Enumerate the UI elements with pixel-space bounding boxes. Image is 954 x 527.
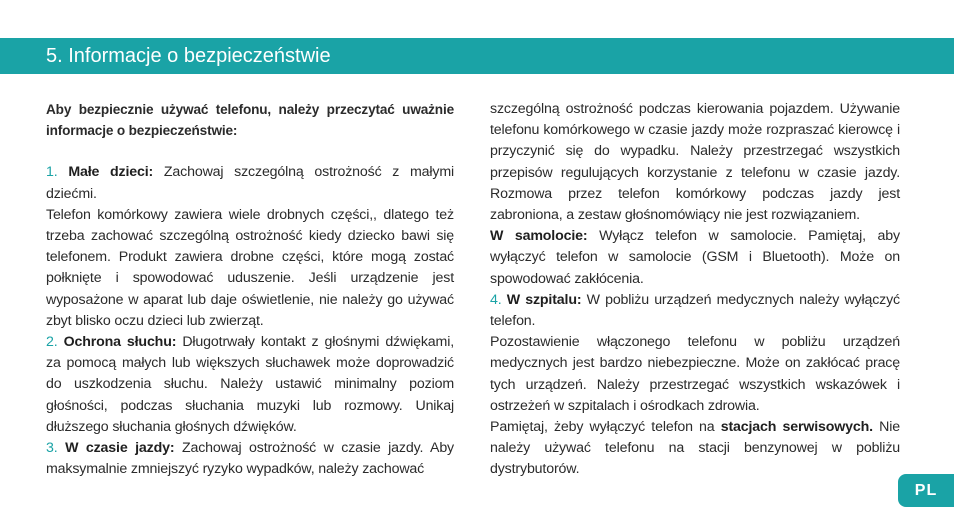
- section-heading: W szpitalu:: [506, 291, 582, 308]
- section-hearing-protection: [46, 332, 454, 438]
- section-heading: W samolocie:: [490, 228, 588, 245]
- section-body: Zachowaj ostrożność w czasie jazdy. Aby maksymalnie zmniejszyć ryzyko wypadków, należy zachować: [46, 440, 454, 478]
- section-number: 4.: [490, 291, 502, 308]
- section-airplane: [490, 226, 900, 290]
- section-heading: W czasie jazdy:: [65, 440, 175, 457]
- section-hospital: [490, 290, 900, 332]
- section-lead: Zachowaj szczególną ostrożność z małymi dziećmi.: [46, 164, 454, 202]
- section-body: Długotrwały kontakt z głośnymi dźwiękami, za pomocą małych lub większych słuchawek może doprowadzić do uszkodzenia słuchu. Należy ustawić minimalny poziom głośności, podczas słuchania muzyki lub rozmowy. Unikaj dłuższego słuchania głośnych dźwięków.: [46, 334, 454, 435]
- section-title: 5. Informacje o bezpieczeństwie: [46, 45, 331, 67]
- section-body: Wyłącz telefon w samolocie. Pamiętaj, aby wyłączyć telefon w samolocie (GSM i Bluetooth). Może on spowodować zakłócenia.: [490, 228, 900, 287]
- right-column: [490, 99, 900, 481]
- section-text: Pamiętaj, żeby wyłączyć telefon na: [490, 419, 715, 436]
- section-header-bar: [0, 38, 954, 74]
- section-number: 2.: [46, 334, 58, 351]
- section-body: W pobliżu urządzeń medycznych należy wyłączyć telefon.: [490, 291, 900, 330]
- section-body: Pozostawienie włączonego telefonu w pobliżu urządzeń medycznych jest bardzo niebezpieczne. Może on zakłócać pracę tych urządzeń. Należy przestrzegać wszystkich wskazówek i ostrzeżeń w szpitalach i ośrodkach zdrowia.: [490, 334, 900, 414]
- section-small-children: [46, 162, 454, 204]
- left-column: [46, 99, 454, 480]
- section-text: Nie należy używać telefonu na stacji benzynowej w pobliżu dystrybutorów.: [490, 419, 901, 478]
- section-number: 3.: [46, 440, 58, 457]
- section-driving-continued: szczególną ostrożność podczas kierowania pojazdem. Używanie telefonu komórkowego w czasie jazdy może rozpraszać kierowcę i przyczynić się do wypadku. Należy przestrzegać wszystkich przepisów regulujących korzystanie z telefonu w czasie jazdy. Rozmowa przez telefon komórkowy podczas jazdy jest zabroniona, a zestaw głośnomówiący nie jest rozwiązaniem.: [490, 101, 900, 224]
- section-driving: [46, 438, 454, 480]
- language-badge: PL: [898, 474, 954, 507]
- section-body: Telefon komórkowy zawiera wiele drobnych części,, dlatego też trzeba zachować szczególną ostrożność kiedy dziecko bawi się telefonem. Produkt zawiera drobne części, które mogą zostać połknięte i spowodować uduszenie. Jeśli urządzenie jest wyposażone w aparat lub daje oświetlenie, nie należy go używać zbyt blisko oczu dzieci lub zwierząt.: [46, 206, 454, 329]
- spacer: [46, 141, 454, 162]
- section-heading: Małe dzieci:: [68, 164, 154, 181]
- section-number: 1.: [46, 164, 58, 181]
- section-service-stations: [490, 417, 900, 481]
- intro-text: Aby bezpiecznie używać telefonu, należy przeczytać uważnie informacje o bezpieczeństwie:: [46, 102, 454, 139]
- section-emphasis: stacjach serwisowych.: [720, 419, 873, 436]
- section-heading: Ochrona słuchu:: [63, 334, 177, 351]
